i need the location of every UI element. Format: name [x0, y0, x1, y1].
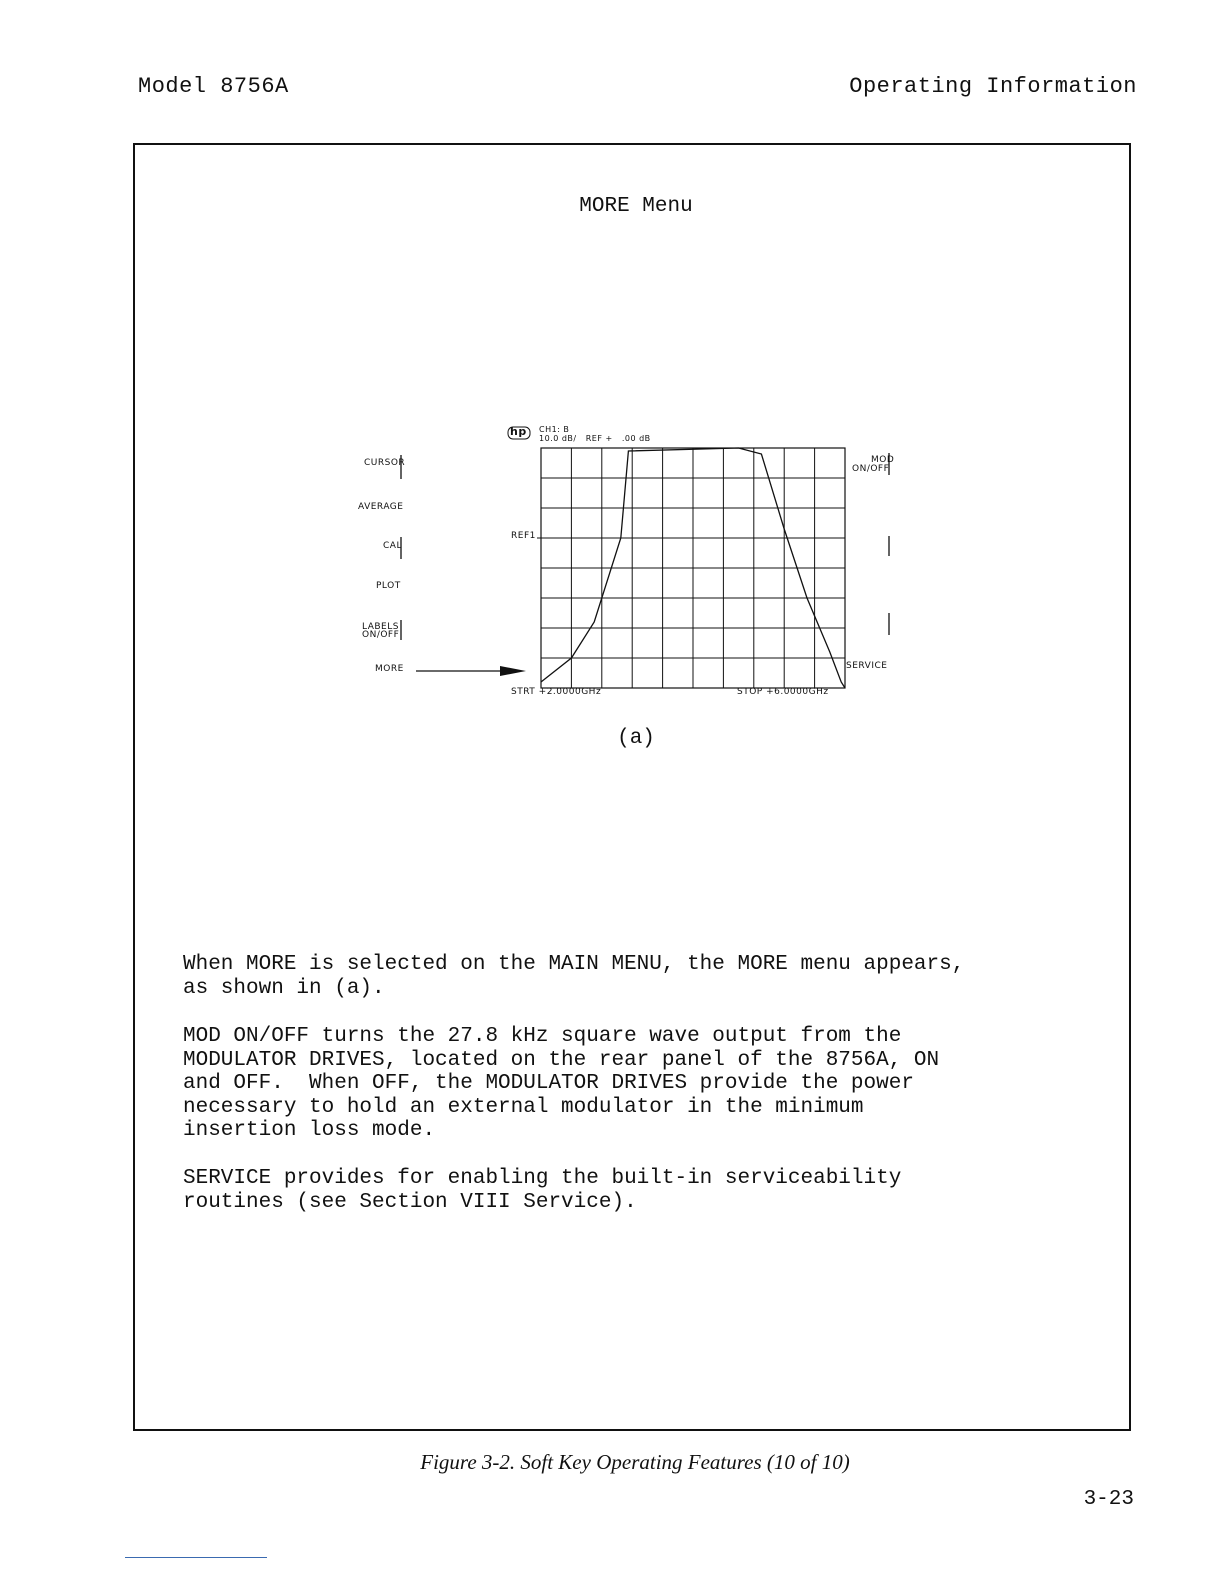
hp-logo: hp: [510, 425, 527, 438]
ref-marker: REF1: [511, 531, 536, 541]
paragraph-service: SERVICE provides for enabling the built-in serviceability routines (see Section VIII Service).: [183, 1167, 902, 1214]
start-frequency: STRT +2.0000GHz: [511, 687, 602, 697]
page-number: 3-23: [1083, 1488, 1134, 1511]
menu-title: MORE Menu: [579, 195, 693, 218]
softkey-labels-onoff[interactable]: ON/OFF: [362, 630, 400, 640]
figure-caption: Figure 3-2. Soft Key Operating Features (10 of 10): [420, 1450, 850, 1474]
softkey-more[interactable]: MORE: [375, 664, 404, 674]
footer-rule: [125, 1557, 267, 1558]
softkey-plot[interactable]: PLOT: [376, 581, 401, 591]
screen-figure: [340, 415, 920, 715]
subfigure-label: (a): [617, 727, 655, 750]
status-line-2: 10.0 dB/ REF + .00 dB: [539, 434, 651, 443]
stop-frequency: STOP +6.0000GHz: [737, 687, 829, 697]
softkey-cursor[interactable]: CURSOR: [364, 458, 406, 468]
softkey-labels[interactable]: LABELS: [362, 622, 399, 632]
header-model: Model 8756A: [138, 74, 289, 99]
more-arrow-head: [500, 666, 526, 676]
paragraph-mod: MOD ON/OFF turns the 27.8 kHz square wave output from the MODULATOR DRIVES, located on the rear panel of the 8756A, ON and OFF. When OFF, the MODULATOR DRIVES provide the power necessary to hold an external modulator in the minimum insertion loss mode.: [183, 1025, 940, 1142]
softkey-cal[interactable]: CAL: [383, 541, 402, 551]
softkey-mod-onoff[interactable]: ON/OFF: [852, 464, 890, 474]
softkey-average[interactable]: AVERAGE: [358, 502, 404, 512]
figure-frame: [133, 143, 1131, 1431]
trace-chart: [340, 415, 920, 715]
softkey-service[interactable]: SERVICE: [846, 661, 888, 671]
softkey-mod[interactable]: MOD: [871, 455, 895, 465]
paragraph-more: When MORE is selected on the MAIN MENU, the MORE menu appears, as shown in (a).: [183, 953, 965, 1000]
header-section: Operating Information: [849, 74, 1137, 99]
status-line-1: CH1: B: [539, 425, 570, 434]
